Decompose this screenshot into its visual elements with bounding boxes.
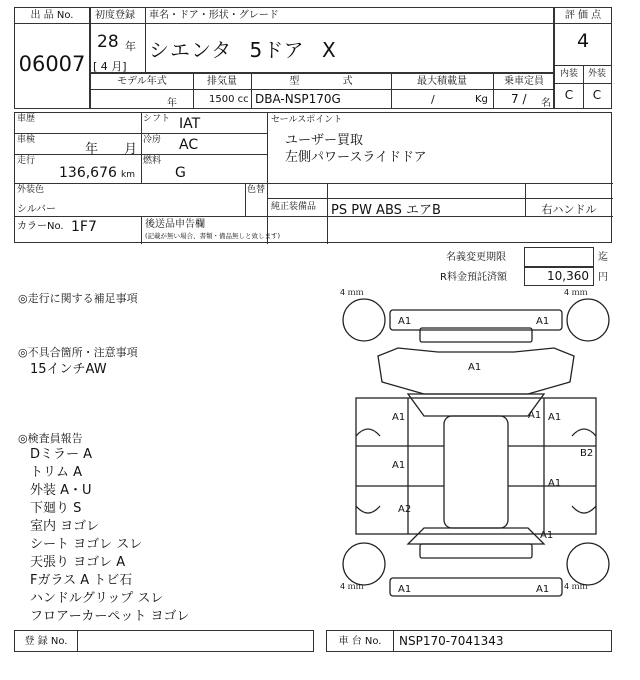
recycle-value: 10,360 [547, 269, 589, 283]
name-change-unit: 迄 [598, 252, 608, 263]
handle-value: 右ハンドル [541, 203, 597, 216]
inspector-item-4: 下廻り S [30, 501, 82, 516]
arch-fl [356, 429, 380, 436]
driving-notes-title: ◎走行に関する補足事項 [18, 292, 138, 305]
model-year-unit: 年 [167, 98, 177, 109]
inspector-item-5: 室内 ヨゴレ [30, 519, 100, 534]
color-value: シルバー [17, 204, 57, 215]
color-label: 外装色 [17, 185, 45, 195]
inspector-item-7: 天張り ヨゴレ A [30, 555, 126, 570]
ac-label: 冷房 [143, 135, 162, 145]
name-change-box [524, 247, 594, 267]
mark-front-bumper-left: A1 [398, 316, 412, 327]
registration-label: 登 録 No. [24, 636, 68, 647]
displacement-value: 1500 cc [209, 94, 249, 105]
equipment-value: PS PW ABS エアB [331, 203, 441, 218]
post-report-label: 後送品申告欄 [145, 219, 205, 230]
displacement-label: 排気量 [207, 76, 237, 87]
lot-box [14, 7, 90, 109]
car-name-box [90, 7, 554, 73]
name-change-label: 名義変更期限 [446, 252, 506, 263]
max-load-slash: / [431, 93, 435, 106]
recycle-box [524, 267, 594, 286]
damage-diagram [338, 286, 614, 602]
lot-number: 06007 [18, 52, 86, 76]
interior-label: 内装 [559, 69, 578, 79]
rear-window [408, 528, 544, 544]
inspection-value: 年 月 [85, 142, 138, 157]
tire-front-left [343, 299, 385, 341]
chassis-label: 車 台 No. [338, 636, 382, 647]
tire-label-fr: 4 ｍｍ [564, 288, 588, 297]
inspector-item-6: シート ヨゴレ スレ [30, 537, 143, 552]
max-load-label: 最大積載量 [417, 76, 467, 87]
mark-windshield-right: A1 [528, 410, 542, 421]
defect-notes-title: ◎不具合箇所・注意事項 [18, 346, 138, 359]
mark-front-bumper-right: A1 [536, 316, 550, 327]
tire-label-fl: 4 ｍｍ [340, 288, 364, 297]
spec-row [90, 73, 554, 109]
shift-value: IAT [179, 116, 201, 132]
sales-point-2: 左側パワースライドドア [285, 150, 427, 165]
model-label: 型 式 [289, 76, 353, 87]
score-box [554, 7, 612, 109]
score-value: 4 [576, 30, 590, 52]
mark-left-front-fender: A1 [392, 412, 406, 423]
rear-panel [420, 544, 532, 558]
mark-left-rear: A2 [398, 504, 412, 515]
post-report-note: (記載が無い場合、書類・備品無しと致します) [145, 232, 281, 240]
registration-box [14, 630, 314, 652]
mark-rear-bumper-left: A1 [398, 584, 412, 595]
inspector-item-2: トリム A [30, 465, 83, 480]
recycle-unit: 円 [598, 272, 608, 283]
mark-right-front-fender: A1 [548, 412, 562, 423]
lot-label: 出 品 No. [30, 10, 74, 21]
tire-rear-left [343, 543, 385, 585]
inspector-item-10: フロアーカーペット ヨゴレ [30, 609, 190, 624]
model-value: DBA-NSP170G [255, 92, 341, 106]
tire-rear-right [567, 543, 609, 585]
fuel-value: G [175, 165, 186, 181]
mileage-value: 136,676 [59, 165, 117, 181]
equipment-label: 純正装備品 [271, 202, 317, 212]
color-change-label: 色替 [247, 185, 266, 195]
first-reg-year: 28 [97, 32, 119, 52]
capacity-value: 7 / [511, 92, 527, 106]
car-outline [338, 286, 614, 602]
chassis-value: NSP170-7041343 [399, 634, 504, 648]
history-label: 車歴 [17, 114, 36, 124]
mark-rear-bumper-right: A1 [536, 584, 550, 595]
capacity-unit: 名 [541, 98, 551, 109]
shift-label: シフト [143, 114, 171, 124]
chassis-box [326, 630, 612, 652]
tire-front-right [567, 299, 609, 341]
mark-right-rear: A1 [540, 530, 554, 541]
mileage-label: 走行 [17, 156, 36, 166]
mark-left-front-door: A1 [392, 460, 406, 471]
car-name-label: 車名・ドア・形状・グレード [149, 10, 279, 21]
mark-right-rear-door: A1 [548, 478, 562, 489]
model-year-label: モデル年式 [117, 76, 167, 87]
windshield [408, 394, 544, 416]
arch-fr [572, 429, 596, 436]
inspector-item-9: ハンドルグリップ スレ [30, 591, 164, 606]
first-reg-label: 初度登録 [95, 10, 135, 21]
fuel-label: 燃料 [143, 156, 162, 166]
defect-item: 15インチAW [30, 362, 107, 377]
first-reg-year-unit: 年 [125, 40, 136, 53]
details-box [14, 112, 612, 243]
mileage-unit: km [121, 170, 135, 180]
exterior-value: C [592, 88, 602, 102]
sales-point-1: ユーザー買取 [285, 133, 364, 148]
first-reg-month: [ 4 月] [93, 60, 127, 73]
recycle-label: R料金預託済額 [440, 272, 507, 283]
inspector-notes-title: ◎検査員報告 [18, 432, 83, 445]
color-no-label: カラーNo. [17, 221, 64, 232]
car-name: シエンタ 5ドア X [149, 38, 337, 62]
interior-value: C [564, 88, 574, 102]
tire-label-rl: 4 ｍｍ [340, 582, 364, 591]
color-no-value: 1F7 [71, 219, 97, 235]
capacity-label: 乗車定員 [504, 76, 544, 87]
max-load-unit: Kg [475, 94, 488, 105]
sales-point-label: セールスポイント [271, 115, 343, 125]
mark-hood: A1 [468, 362, 482, 373]
roof [444, 416, 508, 528]
exterior-label: 外装 [587, 69, 606, 79]
inspection-label: 車検 [17, 135, 36, 145]
tire-label-rr: 4 ｍｍ [564, 582, 588, 591]
mark-right-side: B2 [580, 448, 594, 459]
inspector-item-1: Dミラー A [30, 447, 93, 462]
inspector-item-8: Fガラス A トビ石 [30, 573, 133, 588]
arch-rl [356, 506, 380, 513]
inspector-item-3: 外装 A・U [30, 483, 92, 498]
arch-rr [572, 506, 596, 513]
score-label: 評 価 点 [564, 10, 602, 21]
ac-value: AC [179, 137, 199, 153]
